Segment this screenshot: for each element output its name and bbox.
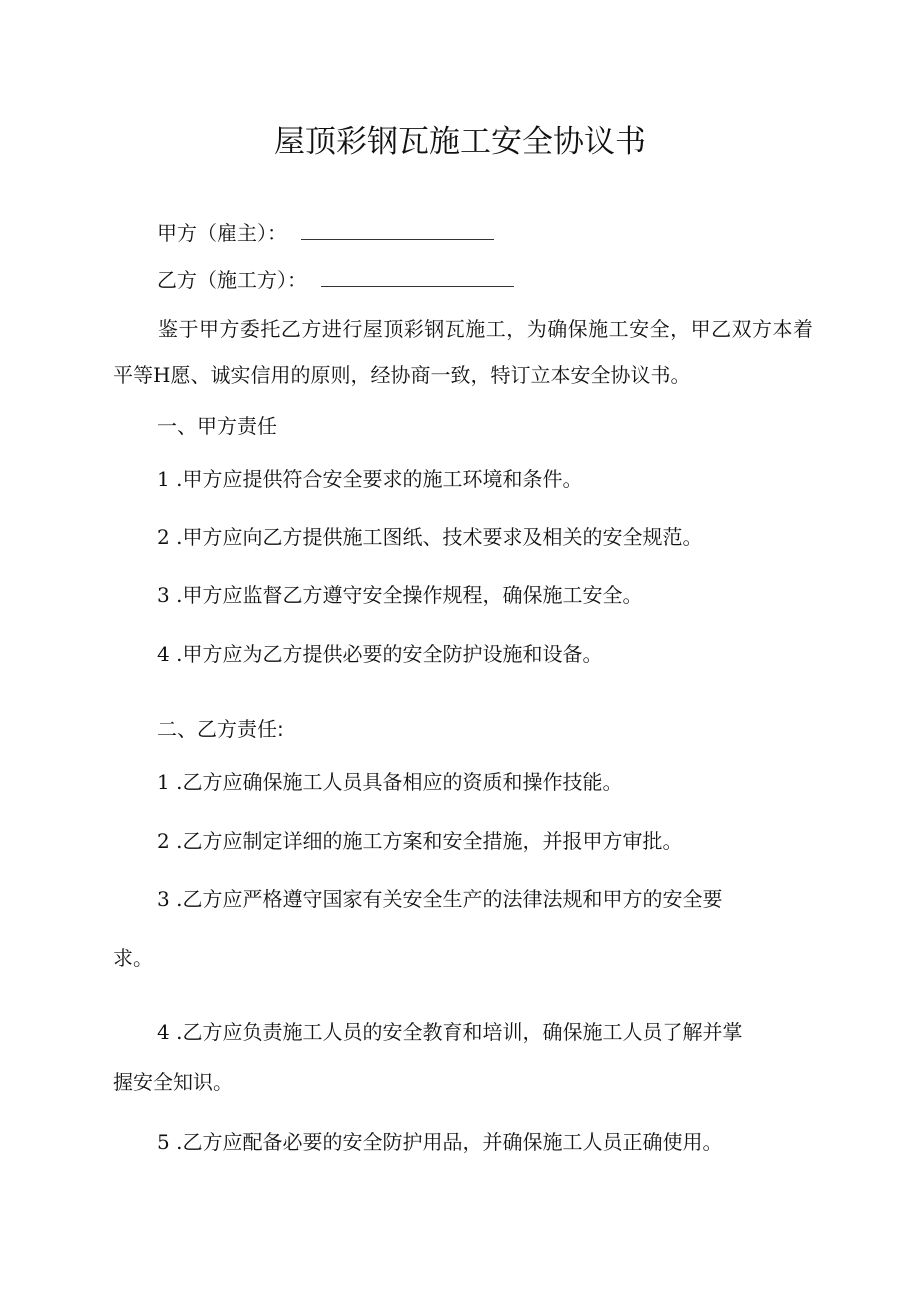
section-a-item-2: 2 .甲方应向乙方提供施工图纸、技术要求及相关的安全规范。: [157, 525, 703, 549]
section-b-item-5: 5 .乙方应配备必要的安全防护用品，并确保施工人员正确使用。: [157, 1130, 723, 1154]
section-b-item-3-continued: 求。: [113, 946, 153, 970]
section-a-item-3: 3 .甲方应监督乙方遵守安全操作规程，确保施工安全。: [157, 583, 643, 607]
section-b-item-1: 1 .乙方应确保施工人员具备相应的资质和操作技能。: [157, 770, 623, 794]
section-a-heading: 一、甲方责任: [157, 414, 277, 438]
section-a-item-4: 4 .甲方应为乙方提供必要的安全防护设施和设备。: [157, 642, 603, 666]
preamble-paragraph: 鉴于甲方委托乙方进行屋顶彩钢瓦施工，为确保施工安全，甲乙双方本着平等H愿、诚实信用的原则，经协商一致，特订立本安全协议书。: [113, 317, 813, 387]
section-b-heading: 二、乙方责任:: [157, 717, 284, 741]
party-a-label: 甲方（雇主）：: [157, 221, 287, 245]
section-b-item-4: 4 .乙方应负责施工人员的安全教育和培训，确保施工人员了解并掌: [157, 1020, 743, 1044]
party-b-label: 乙方（施工方）：: [157, 268, 307, 292]
section-b-item-3: 3 .乙方应严格遵守国家有关安全生产的法律法规和甲方的安全要: [157, 887, 723, 911]
section-b-item-4-continued: 握安全知识。: [113, 1070, 233, 1094]
party-b-blank-line[interactable]: [321, 268, 514, 287]
party-a-blank-line[interactable]: [301, 221, 494, 240]
party-a-row: [157, 219, 494, 247]
party-b-row: [157, 266, 514, 294]
section-b-item-2: 2 .乙方应制定详细的施工方案和安全措施，并报甲方审批。: [157, 829, 683, 853]
section-a-item-1: 1 .甲方应提供符合安全要求的施工环境和条件。: [157, 467, 583, 491]
document-title: 屋顶彩钢瓦施工安全协议书: [274, 124, 646, 160]
